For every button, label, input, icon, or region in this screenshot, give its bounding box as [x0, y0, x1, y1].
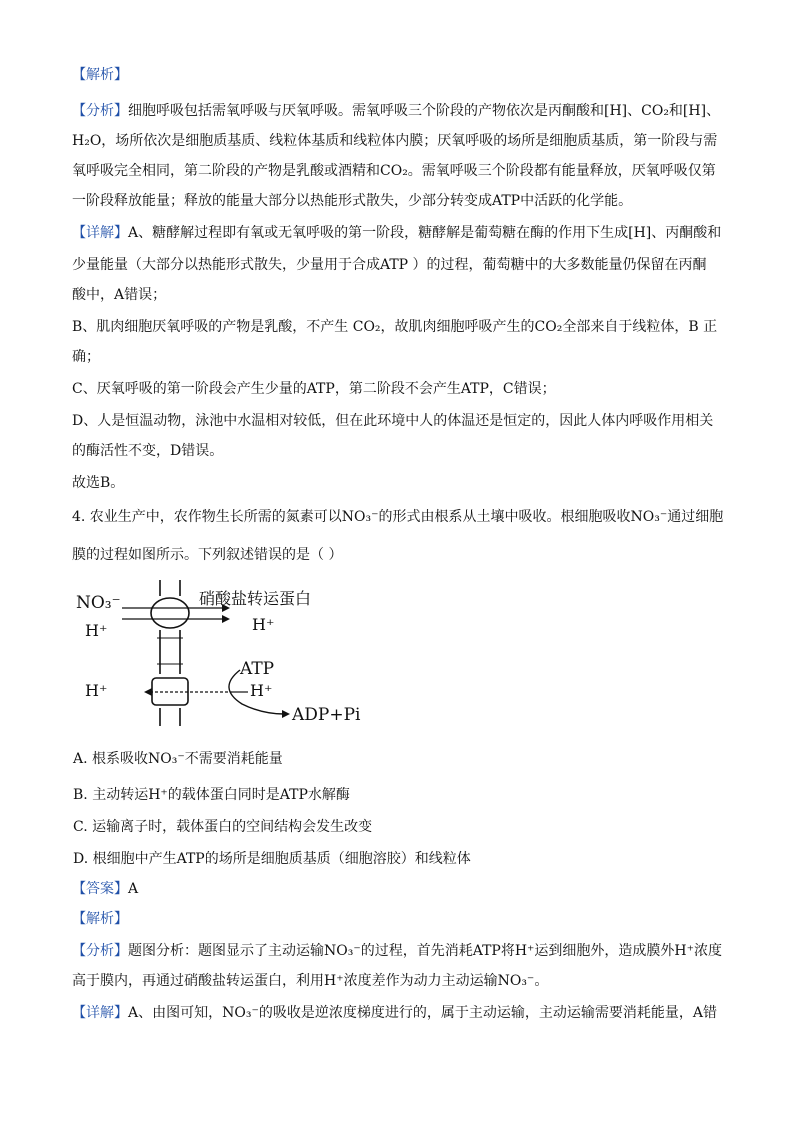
fenxi-paragraph-line-1	[72, 102, 720, 120]
q4-xiangjie-tag: 【详解】	[72, 1005, 128, 1021]
label-h-inside-top: H⁺	[252, 615, 275, 634]
question4-stem-2: 膜的过程如图所示。下列叙述错误的是（ ）	[72, 547, 343, 563]
label-no3-outside: NO₃⁻	[76, 593, 121, 613]
fenxi-text-1: 细胞呼吸包括需氧呼吸与厌氧呼吸。需氧呼吸三个阶段的产物依次是丙酮酸和[H]、CO₂和[H]、	[128, 103, 721, 119]
answer-tag: 【答案】	[72, 881, 128, 897]
fenxi-text-3: 氧呼吸完全相同，第二阶段的产物是乳酸或酒精和CO₂。需氧呼吸三个阶段都有能量释放，厌氧呼吸仅第	[72, 163, 716, 179]
q4-fenxi-tag: 【分析】	[72, 943, 128, 959]
answer-value: A	[128, 881, 139, 897]
option-d-explanation-2: 的酶活性不变，D错误。	[72, 443, 224, 459]
fenxi-text-2: H₂O，场所依次是细胞质基质、线粒体基质和线粒体内膜；厌氧呼吸的场所是细胞质基质，第一阶段与需	[72, 133, 718, 149]
label-h-inside-bottom: H⁺	[250, 681, 273, 700]
q4-fenxi-text-1: 题图分析：题图显示了主动运输NO₃⁻的过程，首先消耗ATP将H⁺运到细胞外，造成膜外H⁺浓度	[128, 943, 723, 959]
q4-fenxi-line-1	[72, 942, 722, 960]
option-b-explanation-2: 确；	[72, 349, 100, 365]
xiangjie-text-3: 酸中，A错误；	[72, 287, 167, 303]
q4-analysis-tag: 【解析】	[72, 911, 128, 927]
xiangjie-text-1: A、糖酵解过程即有氧或无氧呼吸的第一阶段，糖酵解是葡萄糖在酶的作用下生成[H]、丙酮酸和	[128, 225, 722, 241]
option-d-explanation-1: D、人是恒温动物，泳池中水温相对较低，但在此环境中人的体温还是恒定的，因此人体内呼吸作用相关	[72, 413, 714, 429]
xiangjie-paragraph-line-1	[72, 224, 721, 242]
option-a: A. 根系吸收NO₃⁻不需要消耗能量	[73, 751, 283, 767]
nitrate-transporter-protein	[151, 598, 189, 628]
q4-xiangjie-line-1	[72, 1004, 717, 1022]
answer-line	[72, 880, 138, 898]
label-nitrate-transporter: 硝酸盐转运蛋白	[199, 589, 312, 608]
fenxi-text-4: 一阶段释放能量；释放的能量大部分以热能形式散失，少部分转变成ATP中活跃的化学能。	[72, 193, 633, 209]
label-atp: ATP	[240, 659, 275, 679]
option-b-explanation-1: B、肌肉细胞厌氧呼吸的产物是乳酸，不产生 CO₂，故肌肉细胞呼吸产生的CO₂全部来自于线粒体，B 正	[72, 319, 718, 335]
option-b: B. 主动转运H⁺的载体蛋白同时是ATP水解酶	[73, 787, 350, 803]
option-c-explanation: C、厌氧呼吸的第一阶段会产生少量的ATP，第二阶段不会产生ATP，C错误；	[72, 381, 556, 397]
fenxi-tag: 【分析】	[72, 103, 128, 119]
xiangjie-tag: 【详解】	[72, 225, 128, 241]
label-adp-pi: ADP+Pi	[292, 705, 361, 725]
label-h-outside-bottom: H⁺	[85, 681, 108, 700]
q4-xiangjie-text-1: A、由图可知，NO₃⁻的吸收是逆浓度梯度进行的，属于主动运输，主动运输需要消耗能量，A错	[128, 1005, 717, 1021]
label-h-outside-top: H⁺	[85, 621, 108, 640]
section1-answer: 故选B。	[72, 475, 125, 491]
option-d: D. 根细胞中产生ATP的场所是细胞质基质（细胞溶胶）和线粒体	[73, 851, 471, 867]
option-c: C. 运输离子时，载体蛋白的空间结构会发生改变	[73, 819, 373, 835]
q4-fenxi-text-2: 高于膜内，再通过硝酸盐转运蛋白，利用H⁺浓度差作为动力主动运输NO₃⁻。	[72, 973, 549, 989]
question4-stem-1: 4. 农业生产中，农作物生长所需的氮素可以NO₃⁻的形式由根系从土壤中吸收。根细胞吸收NO₃⁻通过细胞	[72, 509, 724, 525]
analysis-tag: 【解析】	[72, 67, 128, 83]
nitrate-transport-diagram	[72, 578, 372, 728]
xiangjie-text-2: 少量能量（大部分以热能形式散失，少量用于合成ATP ）的过程，葡萄糖中的大多数能量仍保留在丙酮	[72, 257, 707, 273]
